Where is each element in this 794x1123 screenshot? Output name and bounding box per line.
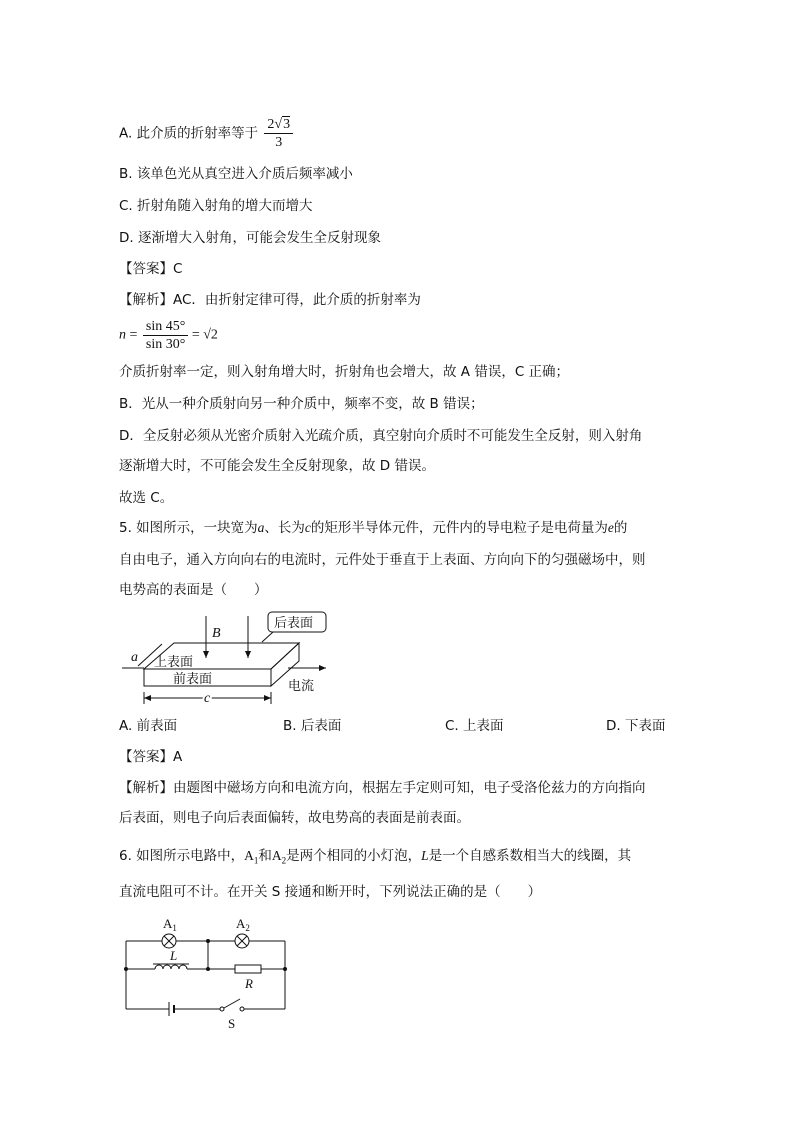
formula-fraction xyxy=(143,318,188,353)
q5-option-a: A. 前表面 xyxy=(119,718,178,734)
circuit-label-a2-sub: 2 xyxy=(245,923,250,933)
denominator: 3 xyxy=(275,135,283,150)
q4-analysis-1: 介质折射率一定，则入射角增大时，折射角也会增大，故 A 错误，C 正确； xyxy=(119,364,570,380)
q5-option-d: D. 下表面 xyxy=(606,718,666,734)
circuit-label-l: L xyxy=(170,948,178,963)
q4-option-c: C. 折射角随入射角的增大而增大 xyxy=(119,198,313,214)
coef: 2 xyxy=(267,117,275,132)
switch-contact-right-icon xyxy=(240,1007,244,1011)
q4-analysis-2: B．光从一种介质射向另一种介质中，频率不变，故 B 错误； xyxy=(119,396,484,412)
circuit-label-a1-sub: 1 xyxy=(172,923,177,933)
q5-stem-1d: 的 xyxy=(613,520,628,536)
q4-conclusion: 故选 C。 xyxy=(119,490,174,506)
formula-denominator: sin 30° xyxy=(145,337,186,352)
var-e: e xyxy=(607,520,614,535)
a2-label xyxy=(271,848,287,866)
q4-option-d: D. 逐渐增大入射角，可能会发生全反射现象 xyxy=(119,230,381,246)
q5-analysis-2: 后表面，则电子向后表面偏转，故电势高的表面是前表面。 xyxy=(119,810,470,826)
q4-analysis-intro: 【解析】AC．由折射定律可得，此介质的折射率为 xyxy=(119,292,421,308)
formula-eq: = xyxy=(129,327,138,343)
circuit-label-a1 xyxy=(163,916,177,933)
q6-stem-1a: 6. 如图所示电路中， xyxy=(119,848,245,864)
formula-rhs: = √2 xyxy=(191,327,218,343)
q4-option-b: B. 该单色光从真空进入介质后频率减小 xyxy=(119,166,353,182)
formula-n: n xyxy=(119,327,126,343)
a2-letter: A xyxy=(271,848,282,863)
q5-stem-1a: 5. 如图所示，一块宽为 xyxy=(119,520,258,536)
fraction-2root3-over-3 xyxy=(264,116,293,151)
circuit-label-a2 xyxy=(236,916,250,933)
circuit-label-s: S xyxy=(228,1016,236,1031)
inductor-l-icon xyxy=(155,965,187,969)
q4-option-a-text: A. 此介质的折射率等于 xyxy=(119,125,259,142)
q5-stem-1b: 、长为 xyxy=(264,520,305,536)
q5-stem-2: 自由电子，通入方向向右的电流时，元件处于垂直于上表面、方向向下的匀强磁场中，则 xyxy=(119,552,646,568)
a2-sub: 2 xyxy=(281,855,287,866)
circuit-label-a2-letter: A xyxy=(236,916,246,931)
q5-stem-1 xyxy=(119,518,627,538)
q5-option-c: C. 上表面 xyxy=(445,718,504,734)
q6-stem-1b: 是两个相同的小灯泡， xyxy=(286,848,422,864)
c-dim-arrow-left xyxy=(144,695,151,701)
circuit-label-r: R xyxy=(245,976,253,991)
q6-stem-and: 和 xyxy=(258,848,272,864)
label-top-surface: 上表面 xyxy=(154,655,194,670)
label-current: 电流 xyxy=(288,679,315,694)
resistor-r-icon xyxy=(235,965,261,973)
q4-formula xyxy=(119,318,218,353)
q6-stem-1 xyxy=(119,846,631,871)
c-dim-arrow-right xyxy=(264,695,271,701)
q5-option-b: B. 后表面 xyxy=(283,718,342,734)
q5-stem-1c: 的矩形半导体元件，元件内的导电粒子是电荷量为 xyxy=(310,520,608,536)
q4-answer: 【答案】C xyxy=(119,261,183,277)
circuit-label-a1-letter: A xyxy=(163,916,173,931)
junction-right-icon xyxy=(283,967,287,971)
q4-option-a xyxy=(119,116,293,151)
q6-stem-2: 直流电阻可不计。在开关 S 接通和断开时，下列说法正确的是（ ） xyxy=(119,884,542,900)
q4-analysis-3b: 逐渐增大时，不可能会发生全反射现象，故 D 错误。 xyxy=(119,458,435,474)
q5-answer: 【答案】A xyxy=(119,749,183,765)
label-c: c xyxy=(204,691,211,706)
a1-letter: A xyxy=(244,848,254,863)
q6-stem-1c: 是一个自感系数相当大的线圈，其 xyxy=(428,848,632,864)
junction-left-icon xyxy=(124,967,128,971)
junction-top-icon xyxy=(206,939,210,943)
q5-analysis-1: 【解析】由题图中磁场方向和电流方向，根据左手定则可知，电子受洛伦兹力的方向指向 xyxy=(119,780,646,796)
label-front-surface: 前表面 xyxy=(173,672,213,687)
label-a: a xyxy=(131,650,138,665)
var-l: L xyxy=(421,848,429,863)
radicand: 3 xyxy=(283,117,291,132)
a1-sub: 1 xyxy=(253,855,259,866)
back-label-pointer xyxy=(262,632,273,642)
sqrt-sign-icon: √ xyxy=(274,117,283,132)
var-a: a xyxy=(257,520,265,535)
label-b: B xyxy=(212,626,221,641)
var-c: c xyxy=(304,520,311,535)
switch-s-icon xyxy=(224,999,240,1008)
formula-numerator: sin 45° xyxy=(143,318,188,336)
semiconductor-figure xyxy=(118,606,358,716)
q4-analysis-3a: D．全反射必须从光密介质射入光疏介质，真空射向介质时不可能发生全反射，则入射角 xyxy=(119,428,643,444)
q5-stem-3: 电势高的表面是（ ） xyxy=(119,582,268,598)
a1-label xyxy=(244,848,259,866)
switch-contact-left-icon xyxy=(220,1007,224,1011)
label-back-surface: 后表面 xyxy=(274,616,314,631)
circuit-diagram xyxy=(118,912,298,1032)
junction-mid-icon xyxy=(206,967,210,971)
